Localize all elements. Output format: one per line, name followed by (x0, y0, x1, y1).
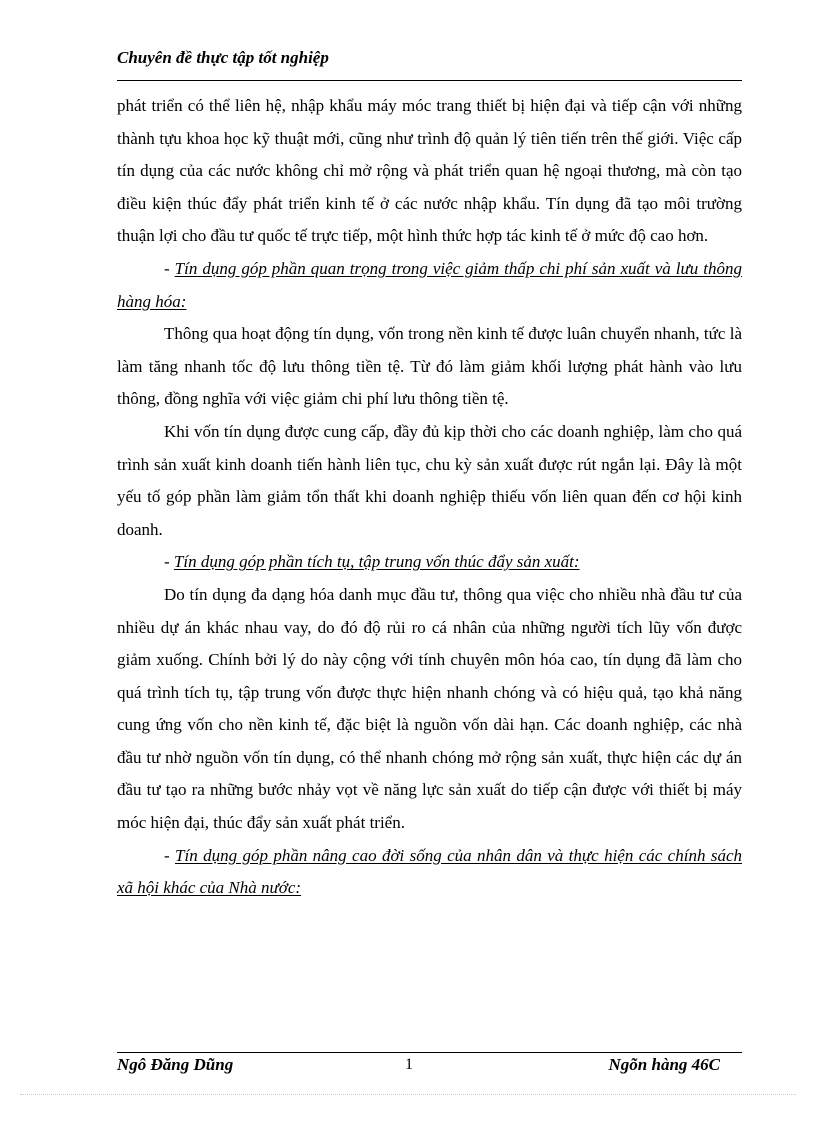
heading-dash: - (164, 845, 176, 865)
paragraph: phát triển có thể liên hệ, nhập khẩu máy móc trang thiết bị hiện đại và tiếp cận với những thành tựu khoa học kỹ thuật mới, cũng như trình độ quản lý tiên tiến trên thế giới. Việc cấp tín dụng của các nước không chỉ mở rộng và phát triển quan hệ ngoại thương, mà còn tạo điều kiện thúc đẩy phát triển kinh tế ở các nước nhập khẩu. Tín dụng đã tạo môi trường thuận lợi cho đầu tư quốc tế trực tiếp, một hình thức hợp tác kinh tế ở mức độ cao hơn. (117, 96, 742, 246)
heading-text: Tín dụng góp phần nâng cao đời sống của nhân dân và thực hiện các chính sách xã hội khác của Nhà nước: (117, 845, 742, 898)
heading-text: Tín dụng góp phần quan trọng trong việc giảm thấp chi phí sản xuất và lưu thông hàng hóa: (117, 258, 742, 311)
footer-author: Ngô Đăng Dũng (117, 1055, 234, 1074)
paragraph: Khi vốn tín dụng được cung cấp, đầy đủ kịp thời cho các doanh nghiệp, làm cho quá trình sản xuất kinh doanh tiến hành liên tục, chu kỳ sản xuất được rút ngắn lại. Đây là một yếu tố góp phần làm giảm tổn thất khi doanh nghiệp thiếu vốn liên quan đến cơ hội kinh doanh. (117, 421, 742, 539)
footer-divider (117, 1052, 742, 1053)
section-heading (117, 546, 742, 579)
section-heading (117, 840, 742, 905)
body-text (117, 90, 742, 905)
header-divider (117, 80, 742, 81)
paragraph: Thông qua hoạt động tín dụng, vốn trong nền kinh tế được luân chuyển nhanh, tức là làm tăng nhanh tốc độ lưu thông tiền tệ. Từ đó làm giảm khối lượng phát hành vào lưu thông, đồng nghĩa với việc giảm chi phí lưu thông tiền tệ. (117, 324, 742, 409)
heading-dash: - (164, 258, 175, 278)
page-header-title: Chuyên đề thực tập tốt nghiệp (117, 48, 329, 67)
heading-dash: - (164, 552, 174, 572)
page-boundary (20, 1094, 796, 1095)
heading-text: Tín dụng góp phần tích tụ, tập trung vốn thúc đẩy sản xuất: (173, 552, 580, 572)
footer-class-name: Ngõn hàng 46C (608, 1055, 720, 1074)
page-number: 1 (405, 1056, 413, 1073)
section-heading (117, 253, 742, 318)
paragraph: Do tín dụng đa dạng hóa danh mục đầu tư, thông qua việc cho nhiều nhà đầu tư của nhiều dự án khác nhau vay, do đó độ rủi ro cá nhân của những người tích lũy vốn được giảm xuống. Chính bởi lý do này cộng với tính chuyên môn hóa cao, tín dụng đã làm cho quá trình tích tụ, tập trung vốn được thực hiện nhanh chóng và có hiệu quả, tạo khả năng cung ứng vốn cho nền kinh tế, đặc biệt là nguồn vốn dài hạn. Các doanh nghiệp, các nhà đầu tư nhờ nguồn vốn tín dụng, có thể nhanh chóng mở rộng sản xuất, thực hiện các dự án đầu tư tạo ra những bước nhảy vọt về năng lực sản xuất do tiếp cận được với thiết bị máy móc hiện đại, thúc đẩy sản xuất phát triển. (117, 584, 742, 833)
